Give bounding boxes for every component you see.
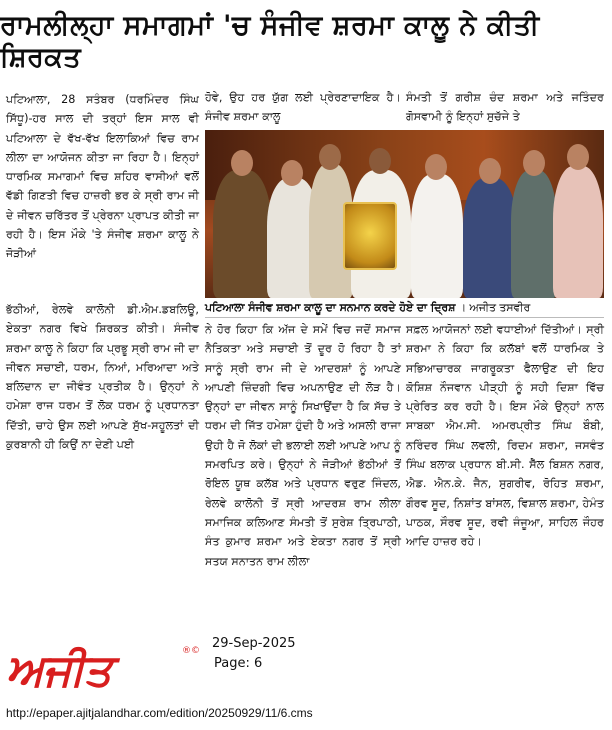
photo-person [553,166,603,298]
photo-caption [205,298,604,318]
headline [0,0,612,84]
photo-credit: । ਅਜੀਤ ਤਸਵੀਰ [458,301,531,314]
photo-person [463,178,517,298]
photo-person-head [231,150,253,176]
caption-text: ਪਟਿਆਲਾ ਸੰਜੀਵ ਸ਼ਰਮਾ ਕਾਲੂ ਦਾ ਸਨਮਾਨ ਕਰਦੇ ਹੋਏ ਦਾ ਦ੍ਰਿਸ਼ [205,301,456,314]
memento-frame [343,202,397,270]
ajit-logo [6,645,200,696]
article-text: ਭੱਠੀਆਂ, ਰੇਲਵੇ ਕਾਲੋਨੀ ਡੀ.ਐਮ.ਡਬਲਿਊ, ਏਕਤਾ ਨਗਰ ਵਿਖੇ ਸ਼ਿਰਕਤ ਕੀਤੀ। ਸੰਜੀਵ ਸ਼ਰਮਾ ਕਾਲੂ ਨੇ ਕਿਹਾ ਕਿ ਪ੍ਰਭੂ ਸ੍ਰੀ ਰਾਮ ਜੀ ਦਾ ਜੀਵਨ ਸਚਾਈ, ਧਰਮ, ਨਿਆਂ, ਮਰਿਆਦਾ ਅਤੇ ਬਲਿਦਾਨ ਦਾ ਜੀਵੰਤ ਪ੍ਰਤੀਕ ਹੈ। ਉਨ੍ਹਾਂ ਨੇ ਹਮੇਸ਼ਾ ਰਾਜ ਧਰਮ ਤੋਂ ਲੋਕ ਧਰਮ ਨੂੰ ਪ੍ਰਧਾਨਤਾ ਦਿੱਤੀ, ਚਾਹੇ ਉਸ ਲਈ ਆਪਣੇ ਸੁੱਖ-ਸਹੂਲਤਾਂ ਦੀ ਕੁਰਬਾਨੀ ਹੀ ਕਿਉਂ ਨਾ ਦੇਣੀ ਪਈ [6,303,199,452]
article-col1-bottom [6,300,199,552]
article-col2-bottom [205,320,401,646]
photo-person-head [319,144,341,170]
article-text: ਪਟਿਆਲਾ, 28 ਸਤੰਬਰ (ਧਰਮਿੰਦਰ ਸਿੰਘ ਸਿੱਧੂ)-ਹਰ ਸਾਲ ਦੀ ਤਰ੍ਹਾਂ ਇਸ ਸਾਲ ਵੀ ਪਟਿਆਲਾ ਦੇ ਵੱਖ-ਵੱਖ ਇਲਾਕਿਆਂ ਵਿਚ ਰਾਮ ਲੀਲਾ ਦਾ ਆਯੋਜਨ ਕੀਤਾ ਜਾ ਰਿਹਾ ਹੈ। ਇਨ੍ਹਾਂ ਧਾਰਮਿਕ ਸਮਾਗਮਾਂ ਵਿਚ ਸ਼ਹਿਰ ਵਾਸੀਆਂ ਵਲੋਂ ਵੱਡੀ ਗਿਣਤੀ ਵਿਚ ਹਾਜ਼ਰੀ ਭਰ ਕੇ ਸ੍ਰੀ ਰਾਮ ਜੀ ਦੇ ਜੀਵਨ ਚਰਿੱਤਰ ਤੋਂ ਪ੍ਰੇਰਨਾ ਪ੍ਰਾਪਤ ਕੀਤੀ ਜਾ ਰਹੀ ਹੈ। ਇਸ ਮੌਕੇ 'ਤੇ ਸੰਜੀਵ ਸ਼ਰਮਾ ਕਾਲੂ ਨੇ ਜੋੜੀਆਂ [6,93,199,261]
page-number: Page: 6 [214,656,263,671]
photo-person-head [425,154,447,180]
photo-person-head [523,150,545,176]
news-photo [205,130,604,298]
logo-registered-mark: ®© [182,646,200,656]
article-col2-top [205,88,401,124]
source-url[interactable]: http://epaper.ajitjalandhar.com/edition/20250929/11/6.cms [6,706,313,720]
article-text: ਸਫ਼ਲ ਆਯੋਜਨਾਂ ਲਈ ਵਧਾਈਆਂ ਦਿੱਤੀਆਂ। ਸ੍ਰੀ ਸ਼ਰਮਾ ਨੇ ਕਿਹਾ ਕਿ ਕਲੱਬਾਂ ਵਲੋਂ ਧਾਰਮਿਕ ਤੇ ਸਭਿਆਚਾਰਕ ਜਾਗਰੂਕਤਾ ਫੈਲਾਉਣ ਦੀ ਇਹ ਕੋਸ਼ਿਸ਼ ਨੌਜਵਾਨ ਪੀੜ੍ਹੀ ਨੂੰ ਸਹੀ ਦਿਸ਼ਾ ਵਿੱਚ ਪ੍ਰੇਰਿਤ ਕਰ ਰਹੀ ਹੈ। ਇਸ ਮੌਕੇ ਉਨ੍ਹਾਂ ਨਾਲ ਸਾਬਕਾ ਐਮ.ਸੀ. ਅਮਰਪ੍ਰੀਤ ਸਿੰਘ ਬੌਬੀ, ਨਰਿੰਦਰ ਸਿੰਘ ਲਵਲੀ, ਰਿਦਮ ਸ਼ਰਮਾ, ਜਸਵੰਤ ਸਿੰਘ ਬਲਾਕ ਪ੍ਰਧਾਨ ਬੀ.ਸੀ. ਸੈੱਲ ਬਿਸ਼ਨ ਨਗਰ, ਐਡ. ਐਨ.ਕੇ. ਜੈਨ, ਸੁਗਰੀਵ, ਰੋਹਿਤ ਸ਼ਰਮਾ, ਗੌਰਵ ਸੂਦ, ਨਿਸ਼ਾਂਤ ਬਾਂਸਲ, ਵਿਸ਼ਾਲ ਸ਼ਰਮਾ, ਹੇਮੰਤ ਪਾਠਕ, ਸੌਰਵ ਸੂਦ, ਰਵੀ ਜੰਜੂਆ, ਸਾਹਿਲ ਜੌਹਰ ਆਦਿ ਹਾਜ਼ਰ ਰਹੇ। [406,323,604,549]
logo-text: ਅਜੀਤ [6,645,111,696]
photo-person-head [567,144,589,170]
photo-person [411,174,463,298]
photo-person [511,170,557,298]
article-col3-bottom [406,320,604,660]
article-text: ਹੋਵੇ, ਉਹ ਹਰ ਯੁੱਗ ਲਈ ਪ੍ਰੇਰਣਾਦਾਇਕ ਹੈ। ਸੰਜੀਵ ਸ਼ਰਮਾ ਕਾਲੂ [205,91,401,124]
article-text: ਸੰਮਤੀ ਤੋਂ ਗਰੀਸ਼ ਚੰਦ ਸ਼ਰਮਾ ਅਤੇ ਜਤਿੰਦਰ ਗੋਸਵਾਮੀ ਨੂੰ ਇਨ੍ਹਾਂ ਸੁਚੱਜੇ ਤੇ [406,91,604,124]
photo-person-head [281,160,303,186]
photo-person [213,170,271,298]
article-col1-top [6,90,199,302]
photo-person-head [479,158,501,184]
photo-person-head [369,148,391,174]
article-text: ਨੇ ਹੋਰ ਕਿਹਾ ਕਿ ਅੱਜ ਦੇ ਸਮੇਂ ਵਿਚ ਜਦੋਂ ਸਮਾਜ ਨੈਤਿਕਤਾ ਅਤੇ ਸਚਾਈ ਤੋਂ ਦੂਰ ਹੋ ਰਿਹਾ ਹੈ ਤਾਂ ਸਾਨੂੰ ਸ੍ਰੀ ਰਾਮ ਜੀ ਦੇ ਆਦਰਸ਼ਾਂ ਨੂੰ ਆਪਣੇ ਆਪਣੀ ਜ਼ਿੰਦਗੀ ਵਿਚ ਅਪਨਾਉਣ ਦੀ ਲੋੜ ਹੈ। ਉਨ੍ਹਾਂ ਦਾ ਜੀਵਨ ਸਾਨੂੰ ਸਿਖਾਉਂਦਾ ਹੈ ਕਿ ਸੱਚ ਤੇ ਧਰਮ ਦੀ ਜਿੱਤ ਹਮੇਸ਼ਾ ਹੁੰਦੀ ਹੈ ਅਤੇ ਅਸਲੀ ਰਾਜਾ ਉਹੀ ਹੈ ਜੋ ਲੋਕਾਂ ਦੀ ਭਲਾਈ ਲਈ ਆਪਣੇ ਆਪ ਨੂੰ ਸਮਰਪਿਤ ਕਰੇ। ਉਨ੍ਹਾਂ ਨੇ ਜੋੜੀਆਂ ਭੱਠੀਆਂ ਤੋਂ ਰੋਇਲ ਯੂਥ ਕਲੱਬ ਅਤੇ ਪ੍ਰਧਾਨ ਵਰੁਣ ਜਿੰਦਲ, ਰੇਲਵੇ ਕਾਲੋਨੀ ਤੋਂ ਸ੍ਰੀ ਆਦਰਸ਼ ਰਾਮ ਲੀਲਾ ਸਮਾਜਿਕ ਕਲਿਆਣ ਸੰਮਤੀ ਤੋਂ ਸੁਰੇਸ਼ ਤ੍ਰਿਪਾਠੀ, ਸੰਤ ਕੁਮਾਰ ਸ਼ਰਮਾ ਅਤੇ ਏਕਤਾ ਨਗਰ ਤੋਂ ਸ੍ਰੀ ਸਤਯ ਸਨਾਤਨ ਰਾਮ ਲੀਲਾ [205,323,401,568]
headline-text: ਰਾਮਲੀਲ੍ਹਾ ਸਮਾਗਮਾਂ 'ਚ ਸੰਜੀਵ ਸ਼ਰਮਾ ਕਾਲੂ ਨੇ ਕੀਤੀ ਸ਼ਿਰਕਤ [0,10,540,73]
edition-date: 29-Sep-2025 [212,636,296,651]
article-col3-top [406,88,604,130]
